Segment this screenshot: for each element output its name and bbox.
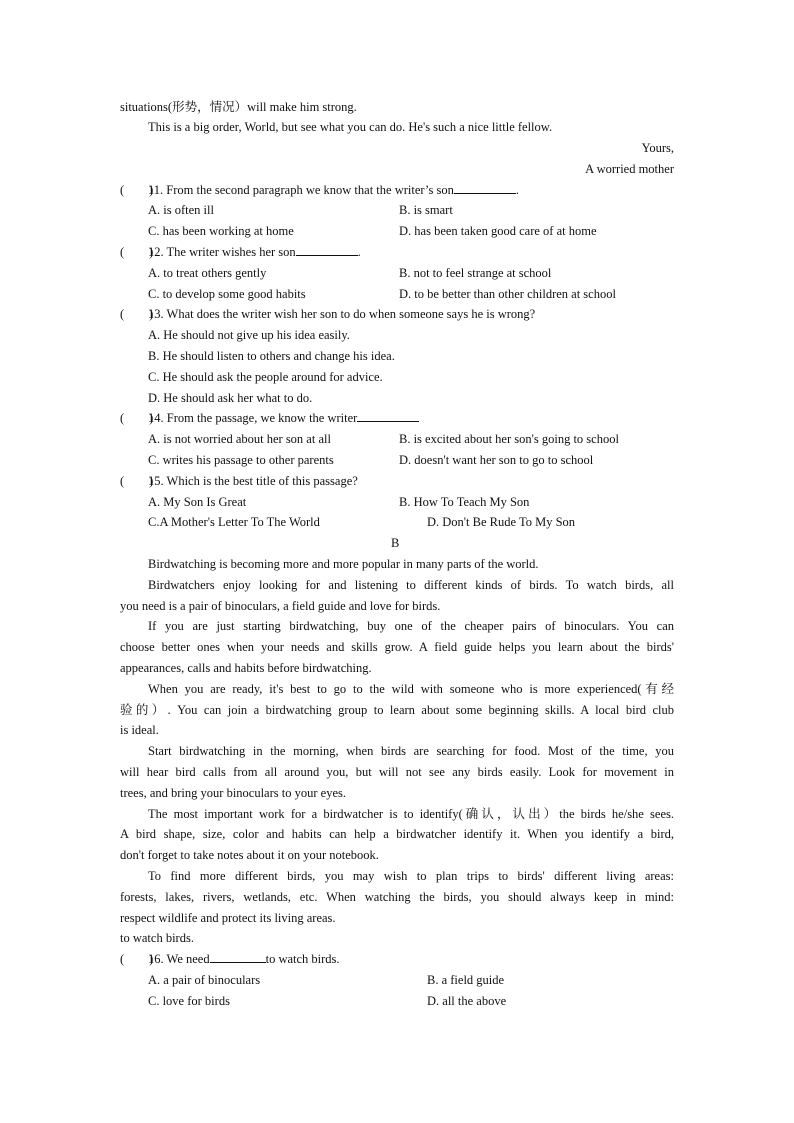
option: B. How To Teach My Son	[399, 495, 530, 509]
answer-bracket[interactable]: ( )	[120, 474, 154, 488]
question-stem: 14. From the passage, we know the writer	[148, 410, 419, 426]
option: D. doesn't want her son to go to school	[399, 453, 594, 467]
answer-bracket[interactable]: ( )	[120, 307, 154, 321]
option: C. has been working at home	[148, 224, 294, 238]
option: D. He should ask her what to do.	[148, 391, 313, 405]
passage-line: trees, and bring your binoculars to your eyes.	[120, 786, 346, 800]
option: B. is smart	[399, 203, 453, 217]
question-stem: 12. The writer wishes her son .	[148, 245, 361, 259]
letter-line: This is a big order, World, but see what you can do. He's such a nice little fellow.	[148, 120, 553, 134]
letter-closing: Yours,	[641, 141, 674, 155]
section-heading: B	[391, 536, 400, 550]
option: B. a field guide	[427, 973, 505, 987]
option: A. My Son Is Great	[148, 495, 247, 509]
answer-blank[interactable]	[210, 951, 266, 963]
passage-line: you need is a pair of binoculars, a field guide and love for birds.	[120, 599, 441, 613]
passage-line: Start birdwatching in the morning, when birds are searching for food. Most of the time, you	[148, 744, 674, 758]
answer-bracket[interactable]: ( )	[120, 411, 154, 425]
option: A. a pair of binoculars	[148, 973, 261, 987]
option: C. love for birds	[148, 994, 230, 1008]
passage-line: Birdwatching is becoming more and more popular in many parts of the world.	[148, 557, 539, 571]
option: B. not to feel strange at school	[399, 266, 552, 280]
answer-bracket[interactable]: ( )	[120, 183, 154, 197]
answer-blank[interactable]	[357, 410, 419, 422]
answer-bracket[interactable]: ( )	[120, 952, 154, 966]
question-stem: 16. We need to watch birds.	[148, 952, 340, 966]
question-stem: 11. From the second paragraph we know that the writer’s son .	[148, 183, 519, 197]
passage-line: A bird shape, size, color and habits can help a birdwatcher identify it. When you identify a bird,	[120, 827, 674, 841]
option: C. writes his passage to other parents	[148, 453, 334, 467]
passage-line: don't forget to take notes about it on your notebook.	[120, 848, 379, 862]
passage-line: choose better ones when your needs and skills grow. A field guide helps you learn about the birds'	[120, 640, 674, 654]
passage-line: Birdwatchers enjoy looking for and listening to different kinds of birds. To watch birds, all	[148, 578, 674, 592]
option: D. to be better than other children at school	[399, 287, 616, 301]
passage-line: is ideal.	[120, 723, 159, 737]
option: C. He should ask the people around for advice.	[148, 370, 383, 384]
question-stem: 15. Which is the best title of this passage?	[148, 474, 358, 488]
answer-blank[interactable]	[296, 244, 358, 256]
question-stem: 13. What does the writer wish her son to do when someone says he is wrong?	[148, 307, 536, 321]
option: D. has been taken good care of at home	[399, 224, 597, 238]
option: C. to develop some good habits	[148, 287, 306, 301]
passage-line: 验的）. You can join a birdwatching group to learn about some beginning skills. A local bird club	[120, 703, 674, 717]
passage-line: To find more different birds, you may wish to plan trips to birds' different living areas:	[148, 869, 674, 883]
option: A. He should not give up his idea easily.	[148, 328, 350, 342]
letter-line: situations(形势，情况）will make him strong.	[120, 100, 357, 114]
passage-line: When you are ready, it's best to go to the wild with someone who is more experienced(有经	[148, 682, 674, 696]
option: A. is often ill	[148, 203, 214, 217]
passage-line: If you are just starting birdwatching, buy one of the cheaper pairs of binoculars. You can	[148, 619, 674, 633]
answer-bracket[interactable]: ( )	[120, 245, 154, 259]
option: C.A Mother's Letter To The World	[148, 515, 320, 529]
passage-line: The most important work for a birdwatcher is to identify(确认，认出）the birds he/she sees.	[148, 807, 674, 821]
option: A. to treat others gently	[148, 266, 267, 280]
option: B. is excited about her son's going to school	[399, 432, 619, 446]
option: D. all the above	[427, 994, 507, 1008]
option: B. He should listen to others and change his idea.	[148, 349, 395, 363]
stray-line: to watch birds.	[120, 931, 194, 945]
answer-blank[interactable]	[454, 182, 516, 194]
passage-line: appearances, calls and habits before birdwatching.	[120, 661, 372, 675]
passage-line: respect wildlife and protect its living areas.	[120, 911, 336, 925]
passage-line: forests, lakes, rivers, wetlands, etc. When watching the birds, you should always keep in mind:	[120, 890, 674, 904]
option: D. Don't Be Rude To My Son	[427, 515, 576, 529]
passage-line: will hear bird calls from all around you, but will not see any birds easily. Look for movement in	[120, 765, 674, 779]
option: A. is not worried about her son at all	[148, 432, 331, 446]
letter-signature: A worried mother	[585, 162, 674, 176]
